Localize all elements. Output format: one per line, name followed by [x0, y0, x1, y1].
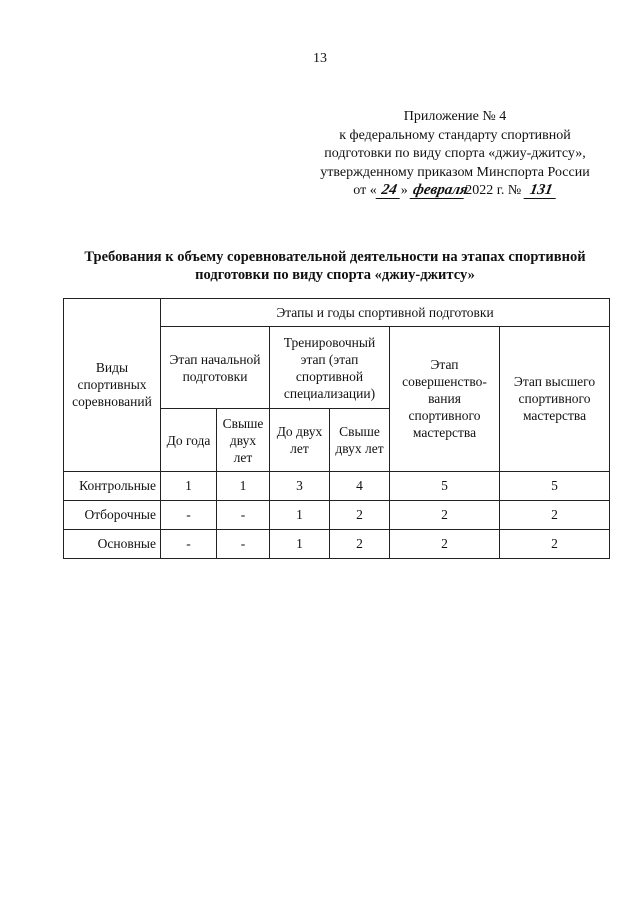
subheader-initial-2: Свыше двух лет — [217, 409, 270, 471]
table-cell: - — [161, 529, 217, 558]
table-cell: 5 — [500, 471, 610, 500]
handwritten-month: февраля — [410, 183, 467, 199]
corner-header: Виды спортивных соревнований — [64, 299, 161, 472]
table-row — [64, 471, 610, 500]
table-cell: 2 — [500, 529, 610, 558]
appendix-line: утвержденному приказом Минспорта России — [320, 164, 590, 180]
stage-training-header: Тренировочный этап (этап спортивной специализации) — [270, 327, 390, 409]
date-year: 2022 г. № — [465, 183, 522, 198]
stage-perfection-header: Этап совершенство-вания спортивного мастерства — [390, 327, 500, 472]
table-cell: 1 — [217, 471, 270, 500]
row-label: Контрольные — [64, 471, 161, 500]
table-header-row — [64, 299, 610, 327]
handwritten-day: 24 — [375, 183, 402, 199]
subheader-training-2: Свыше двух лет — [330, 409, 390, 471]
table-cell: 2 — [390, 500, 500, 529]
appendix-date-line — [300, 182, 610, 201]
appendix-header — [300, 108, 610, 201]
table-cell: 2 — [330, 500, 390, 529]
table-cell: 1 — [270, 500, 330, 529]
row-label: Отборочные — [64, 500, 161, 529]
table-cell: 2 — [330, 529, 390, 558]
page-number: 13 — [313, 51, 327, 66]
date-mid: » — [400, 183, 408, 198]
table-cell: - — [217, 529, 270, 558]
title-line: Требования к объему соревновательной деятельности на этапах спортивной — [84, 249, 586, 265]
stage-higher-header: Этап высшего спортивного мастерства — [500, 327, 610, 472]
table-cell: - — [161, 500, 217, 529]
table-row — [64, 500, 610, 529]
subheader-training-1: До двух лет — [270, 409, 330, 471]
title-line: подготовки по виду спорта «джиу-джитсу» — [195, 267, 475, 283]
table-cell: 1 — [270, 529, 330, 558]
table-cell: 4 — [330, 471, 390, 500]
appendix-line: подготовки по виду спорта «джиу-джитсу», — [324, 146, 586, 161]
requirements-table — [63, 298, 610, 559]
table-cell: 2 — [390, 529, 500, 558]
table-cell: 5 — [390, 471, 500, 500]
document-title — [60, 248, 610, 284]
table-cell: - — [217, 500, 270, 529]
table-cell: 2 — [500, 500, 610, 529]
subheader-initial-1: До года — [161, 409, 217, 471]
date-prefix: от « — [353, 183, 377, 198]
row-label: Основные — [64, 529, 161, 558]
appendix-line: Приложение № 4 — [403, 109, 507, 124]
main-header: Этапы и годы спортивной подготовки — [161, 299, 610, 327]
stage-initial-header: Этап начальной подготовки — [161, 327, 270, 409]
table-row — [64, 529, 610, 558]
table-cell: 1 — [161, 471, 217, 500]
handwritten-order-number: 131 — [523, 183, 558, 199]
table-cell: 3 — [270, 471, 330, 500]
appendix-line: к федеральному стандарту спортивной — [339, 127, 571, 143]
